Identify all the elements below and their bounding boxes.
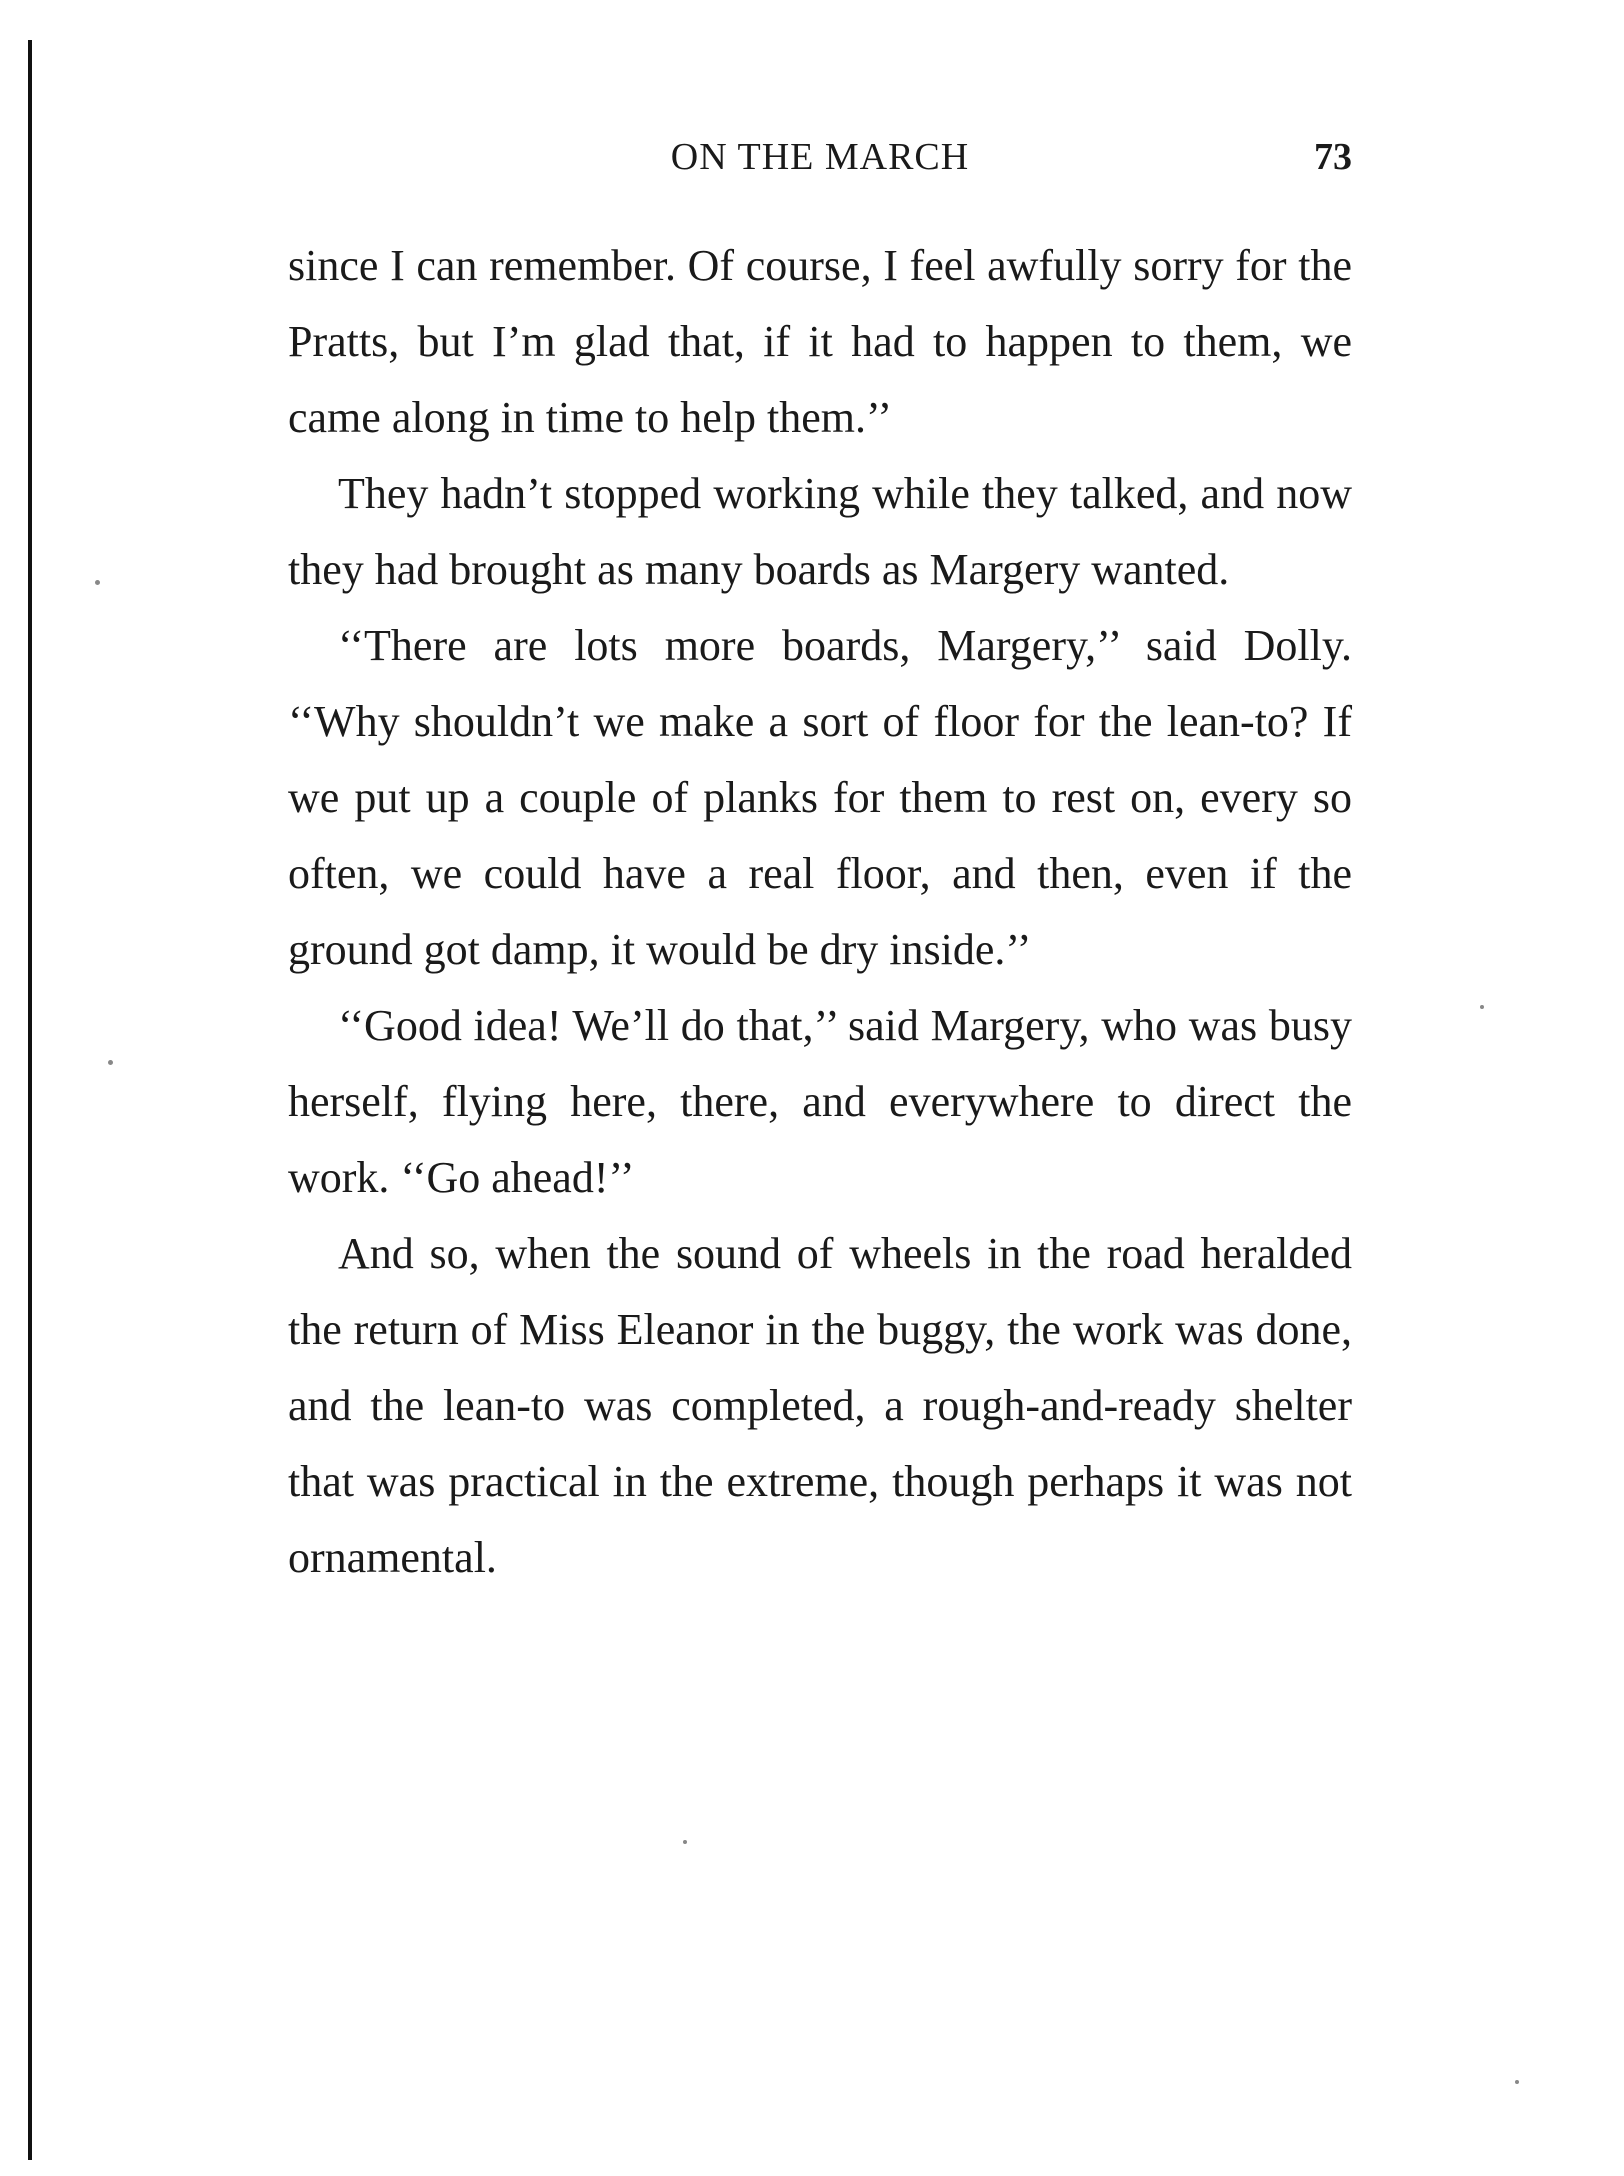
page-binding-edge: [28, 40, 32, 2160]
paper-speck: [95, 580, 100, 585]
body-text: [288, 228, 1352, 1596]
running-header: [288, 135, 1352, 195]
paper-speck: [1515, 2080, 1519, 2084]
paper-speck: [683, 1840, 687, 1844]
paragraph: And so, when the sound of wheels in the road heralded the return of Miss Eleanor in the buggy, the work was done, and the lean-to was completed, a rough-and-ready shelter that was practical in the extreme, though perhaps it was not ornamental.: [288, 1229, 1352, 1582]
paragraph: ‘‘There are lots more boards, Margery,’’ said Dolly. ‘‘Why shouldn’t we make a sort of floor for the lean-to? If we put up a couple of planks for them to rest on, every so often, we could have a real floor, and then, even if the ground got damp, it would be dry inside.’’: [288, 621, 1352, 974]
paragraph: ‘‘Good idea! We’ll do that,’’ said Margery, who was busy herself, flying here, there, and everywhere to direct the work. ‘‘Go ahead!’’: [288, 1001, 1352, 1202]
paper-speck: [1480, 1005, 1484, 1009]
paragraph: They hadn’t stopped working while they talked, and now they had brought as many boards as Margery wanted.: [288, 469, 1352, 594]
paragraph: since I can remember. Of course, I feel awfully sorry for the Pratts, but I’m glad that, if it had to happen to them, we came along in time to help them.’’: [288, 241, 1352, 442]
chapter-title: ON THE MARCH: [670, 136, 970, 178]
page-number: 73: [1314, 136, 1352, 178]
paper-speck: [108, 1060, 113, 1065]
